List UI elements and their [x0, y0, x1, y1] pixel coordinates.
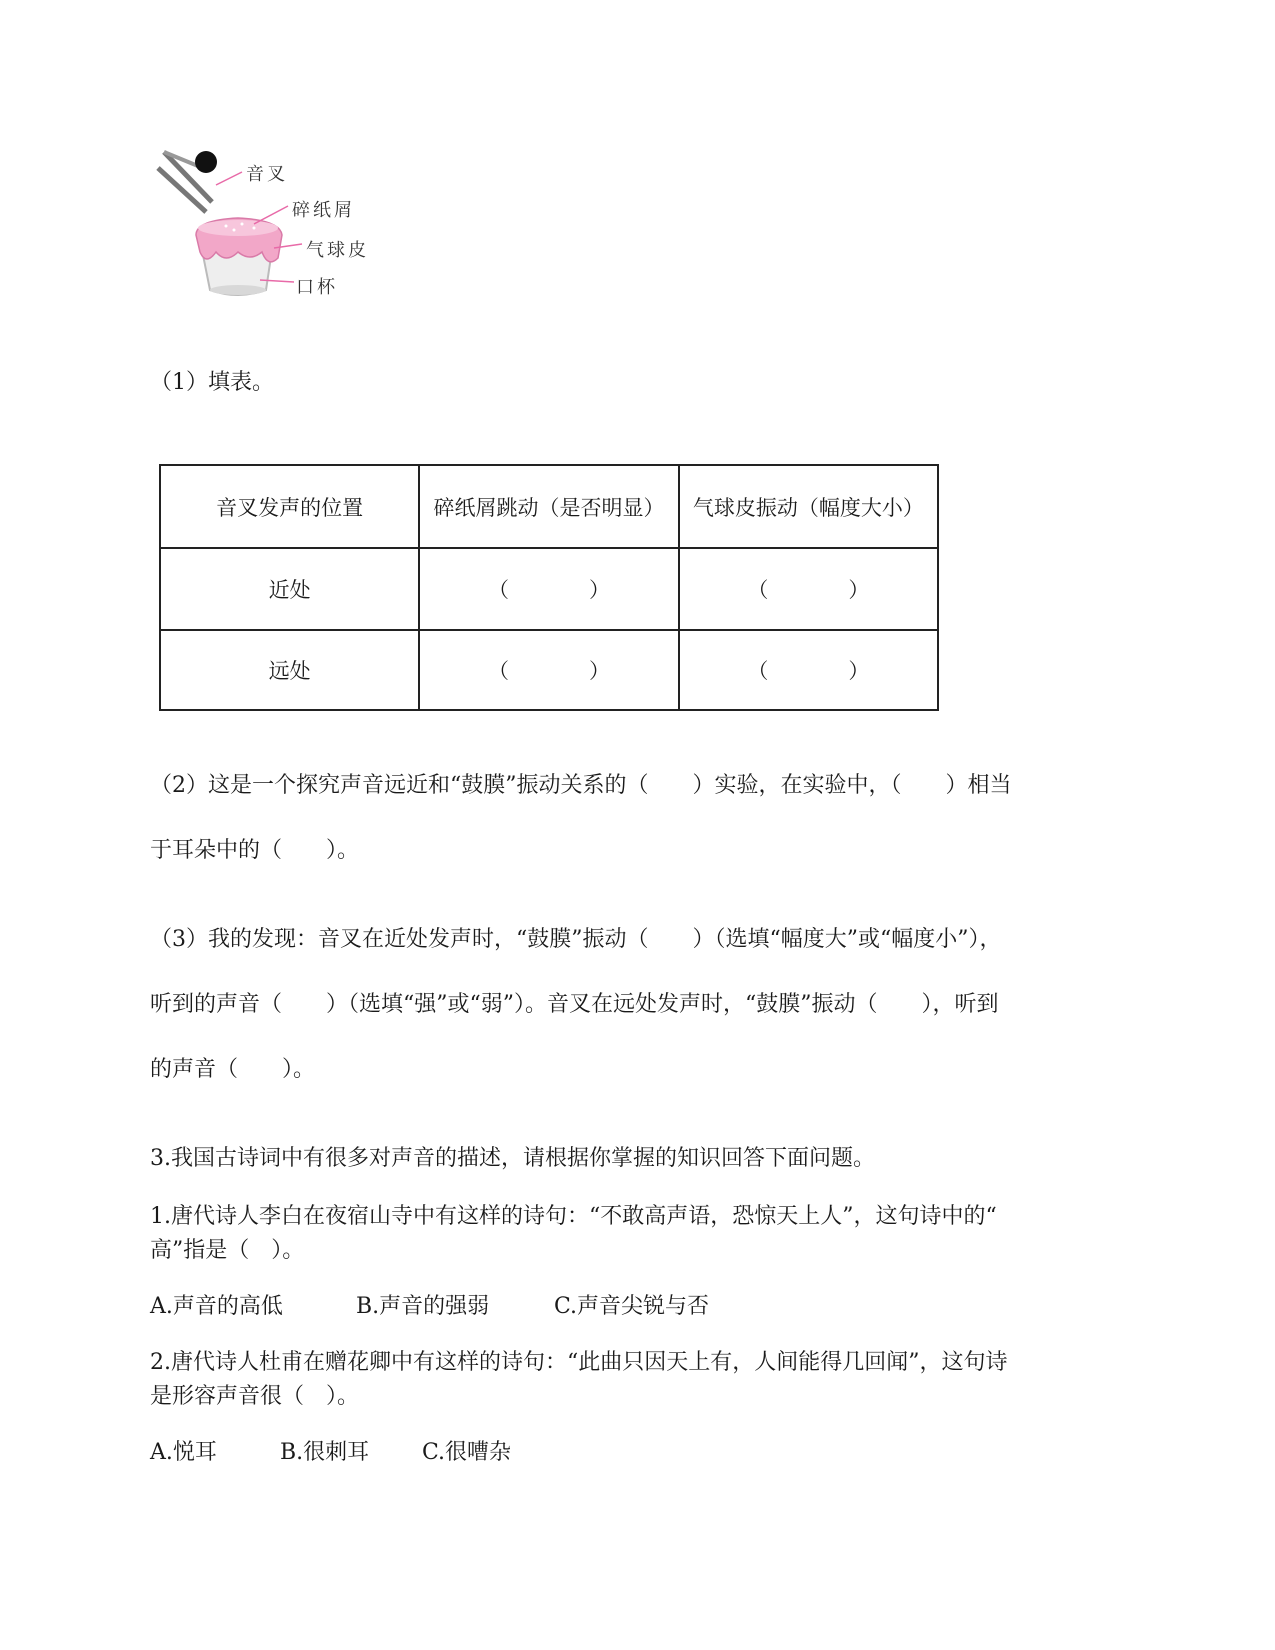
label-tuning-fork: 音叉 [246, 164, 288, 185]
table-header: 碎纸屑跳动（是否明显） [419, 465, 678, 548]
table-header-row [160, 465, 938, 548]
option-a[interactable]: A.悦耳 [150, 1440, 217, 1465]
poem-question-2-line-1: 2.唐代诗人杜甫在赠花卿中有这样的诗句：“此曲只因天上有，人间能得几回闻”，这句诗 [150, 1350, 1008, 1375]
balloon-top [198, 220, 278, 236]
table-cell-blank[interactable]: （ ） [419, 548, 678, 630]
question-2-line-2: 于耳朵中的（ ）。 [150, 838, 360, 863]
label-balloon-skin: 气球皮 [306, 240, 369, 261]
experiment-table [159, 464, 939, 711]
label-cup: 口杯 [296, 277, 338, 298]
table-cell-blank[interactable]: （ ） [679, 548, 938, 630]
label-paper-bits: 碎纸屑 [292, 200, 355, 221]
poem-question-1-line-2: 高”指是（ ）。 [150, 1238, 305, 1263]
option-c[interactable]: C.很嘈杂 [422, 1440, 512, 1465]
table-cell-position: 近处 [160, 548, 419, 630]
section-3-intro: 3.我国古诗词中有很多对声音的描述，请根据你掌握的知识回答下面问题。 [150, 1146, 875, 1171]
table-cell-blank[interactable]: （ ） [679, 630, 938, 710]
poem-question-1-line-1: 1.唐代诗人李白在夜宿山寺中有这样的诗句：“不敢高声语，恐惊天上人”，这句诗中的“ [150, 1204, 997, 1229]
table-header: 音叉发声的位置 [160, 465, 419, 548]
question-3-line-3: 的声音（ ）。 [150, 1057, 316, 1082]
table-row [160, 630, 938, 710]
option-a[interactable]: A.声音的高低 [150, 1294, 283, 1319]
cup-base [210, 285, 266, 295]
option-b[interactable]: B.声音的强弱 [356, 1294, 490, 1319]
option-b[interactable]: B.很刺耳 [280, 1440, 370, 1465]
question-3-line-1: （3）我的发现：音叉在近处发声时，“鼓膜”振动（ ）（选填“幅度大”或“幅度小”）， [150, 927, 1002, 952]
question-fill-table: （1）填表。 [150, 370, 274, 395]
table-row [160, 548, 938, 630]
table-cell-blank[interactable]: （ ） [419, 630, 678, 710]
table-cell-position: 远处 [160, 630, 419, 710]
poem-question-2-line-2: 是形容声音很（ ）。 [150, 1384, 360, 1409]
experiment-figure [150, 140, 410, 315]
question-2-line-1: （2）这是一个探究声音远近和“鼓膜”振动关系的（ ）实验，在实验中，（ ）相当 [150, 773, 1012, 798]
option-c[interactable]: C.声音尖锐与否 [554, 1294, 710, 1319]
table-header: 气球皮振动（幅度大小） [679, 465, 938, 548]
mallet-ball [195, 151, 217, 173]
question-3-line-2: 听到的声音（ ）（选填“强”或“弱”）。音叉在远处发声时，“鼓膜”振动（ ），听到 [150, 992, 999, 1017]
